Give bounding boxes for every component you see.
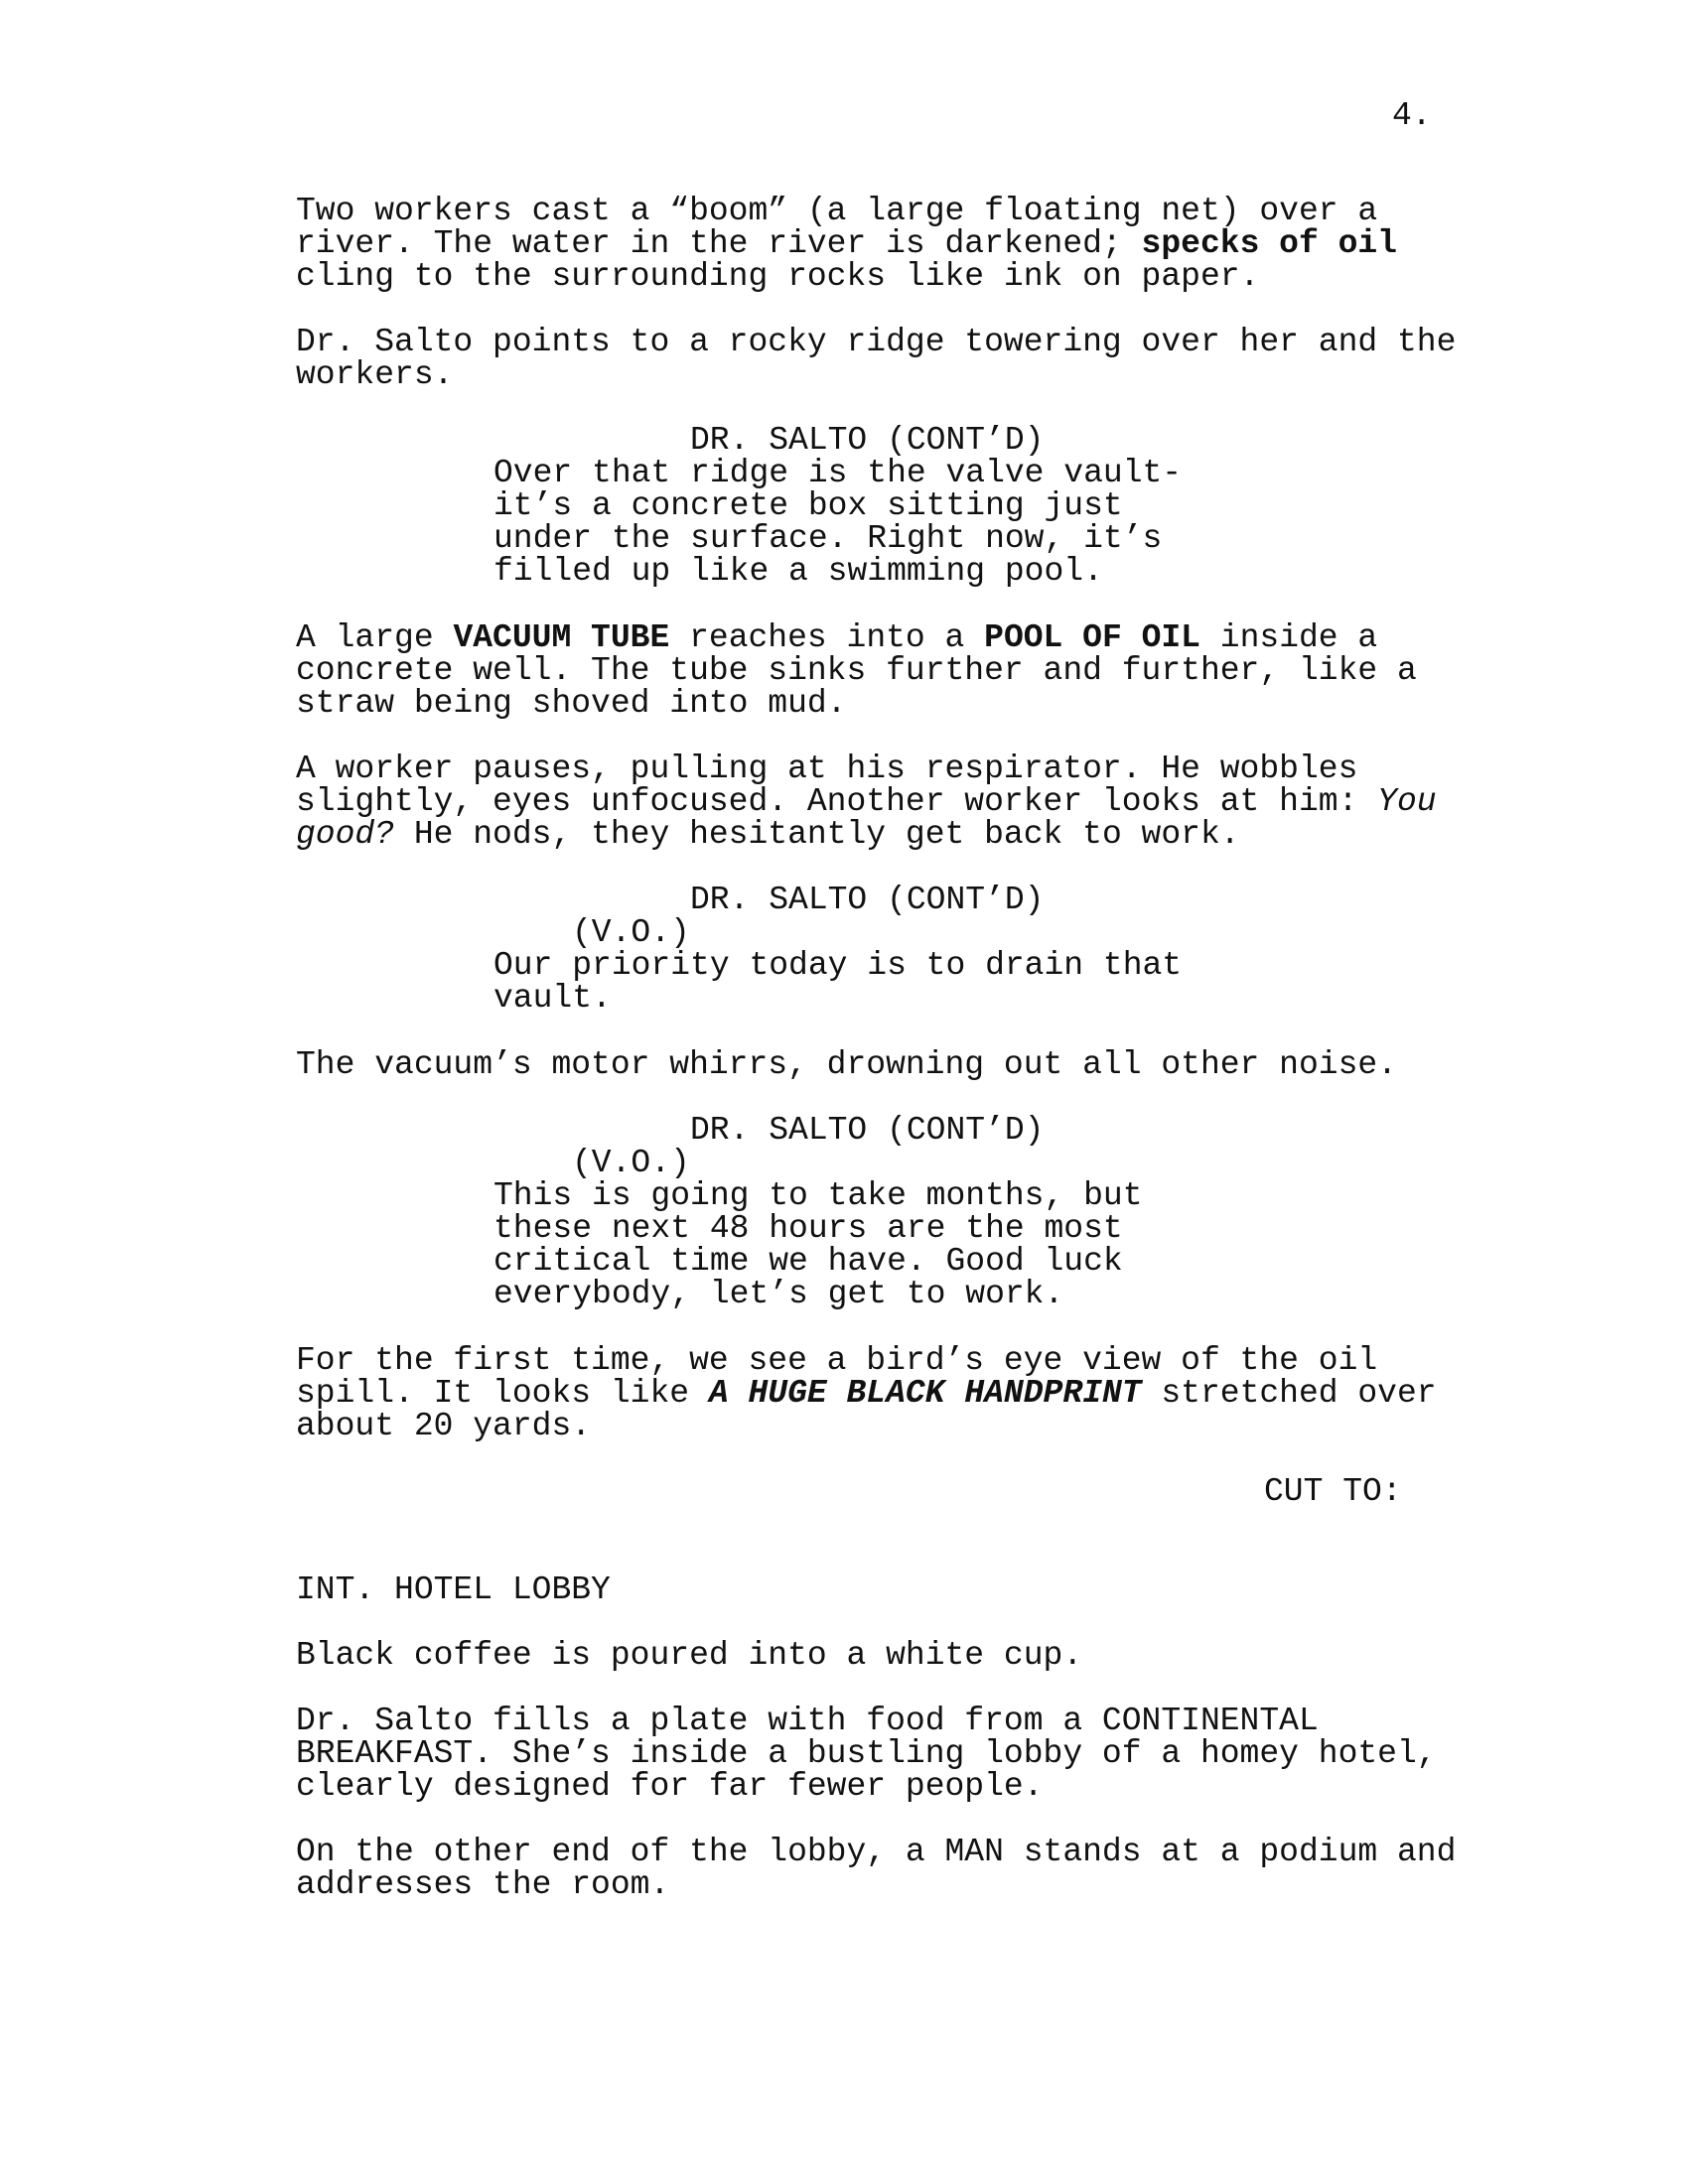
- action-line: A large VACUUM TUBE reaches into a POOL OF OIL inside a: [296, 619, 1378, 656]
- scene-heading: INT. HOTEL LOBBY: [296, 1571, 611, 1608]
- character-name: DR. SALTO (CONT’D): [690, 422, 1045, 459]
- emphasis-italic: You: [1377, 783, 1437, 820]
- action-line: cling to the surrounding rocks like ink on paper.: [296, 258, 1260, 295]
- dialogue-block: [493, 1179, 1189, 1310]
- emphasis-bold: VACUUM TUBE: [453, 619, 670, 656]
- dialogue-line: filled up like a swimming pool.: [493, 553, 1103, 590]
- dialogue-line: Our priority today is to drain that: [493, 947, 1183, 984]
- dialogue-line: Over that ridge is the valve vault-: [493, 455, 1183, 491]
- action-line: A worker pauses, pulling at his respirator. He wobbles: [296, 751, 1358, 787]
- emphasis-bold: POOL OF OIL: [984, 619, 1200, 656]
- dialogue-line: everybody, let’s get to work.: [493, 1276, 1064, 1312]
- action-block-boom: [296, 195, 1438, 293]
- action-block-birds-eye: [296, 1344, 1438, 1442]
- dialogue-line: This is going to take months, but: [493, 1177, 1143, 1214]
- action-block-breakfast: [296, 1705, 1438, 1803]
- action-line: river. The water in the river is darkened; specks of oil: [296, 225, 1397, 262]
- action-line: workers.: [296, 356, 454, 393]
- action-block-motor: [296, 1048, 1438, 1081]
- action-line: For the first time, we see a bird’s eye view of the oil: [296, 1342, 1378, 1379]
- action-line: slightly, eyes unfocused. Another worker looks at him: You: [296, 783, 1437, 820]
- dialogue-block: [493, 949, 1189, 1015]
- action-line: spill. It looks like A HUGE BLACK HANDPRINT stretched over: [296, 1375, 1437, 1412]
- character-name: DR. SALTO (CONT’D): [690, 1112, 1045, 1149]
- action-line: good? He nods, they hesitantly get back to work.: [296, 816, 1240, 853]
- dialogue-line: under the surface. Right now, it’s: [493, 520, 1163, 557]
- character-name: DR. SALTO (CONT’D): [690, 882, 1045, 918]
- emphasis-bold: specks of oil: [1141, 225, 1397, 262]
- dialogue-block: [493, 457, 1189, 588]
- dialogue-line: these next 48 hours are the most: [493, 1210, 1123, 1247]
- action-block-podium: [296, 1834, 1457, 1903]
- action-line: concrete well. The tube sinks further and further, like a: [296, 652, 1417, 689]
- action-block-coffee: [296, 1639, 1438, 1672]
- action-line: On the other end of the lobby, a MAN stands at a podium and: [296, 1834, 1457, 1870]
- action-line: straw being shoved into mud.: [296, 685, 847, 722]
- action-block-vacuum-tube: [296, 621, 1438, 720]
- action-line: BREAKFAST. She’s inside a bustling lobby of a homey hotel,: [296, 1735, 1437, 1772]
- action-block-ridge: [296, 324, 1457, 393]
- action-line: clearly designed for far fewer people.: [296, 1768, 1044, 1805]
- action-line: Two workers cast a “boom” (a large floating net) over a: [296, 193, 1378, 229]
- action-line: The vacuum’s motor whirrs, drowning out all other noise.: [296, 1046, 1397, 1083]
- dialogue-line: critical time we have. Good luck: [493, 1243, 1123, 1280]
- action-line: Black coffee is poured into a white cup.: [296, 1637, 1083, 1674]
- emphasis-italic: good?: [296, 816, 395, 853]
- emphasis-bold-italic: A HUGE BLACK HANDPRINT: [708, 1375, 1142, 1412]
- action-line: about 20 yards.: [296, 1408, 592, 1444]
- dialogue-line: vault.: [493, 980, 612, 1017]
- action-line: Dr. Salto points to a rocky ridge towering over her and the: [296, 324, 1457, 360]
- action-block-worker: [296, 752, 1438, 851]
- page-number: 4.: [1392, 97, 1432, 134]
- action-line: addresses the room.: [296, 1866, 670, 1903]
- action-line: Dr. Salto fills a plate with food from a CONTINENTAL: [296, 1703, 1319, 1739]
- parenthetical: (V.O.): [572, 1145, 690, 1181]
- parenthetical: (V.O.): [572, 914, 690, 951]
- dialogue-line: it’s a concrete box sitting just: [493, 487, 1123, 524]
- transition: CUT TO:: [1264, 1473, 1402, 1510]
